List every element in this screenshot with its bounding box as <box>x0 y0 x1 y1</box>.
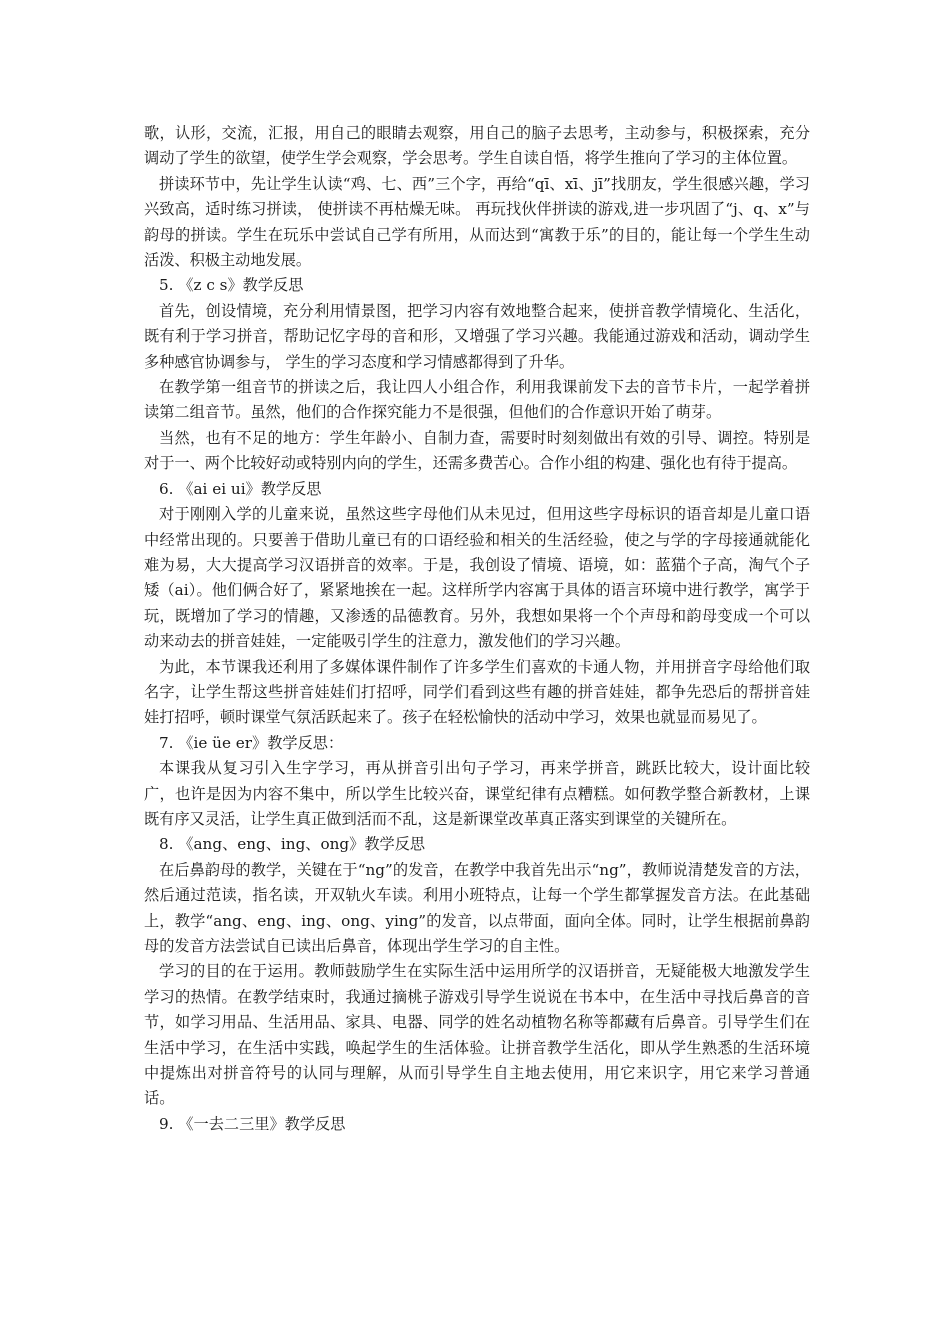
section-heading: 5. 《z c s》教学反思 <box>159 276 304 295</box>
paragraph: 本课我从复习引入生字学习，再从拼音引出句子学习，再来学拼音，跳跃比较大，设计面比较广，也许是因为内容不集中，所以学生比较兴奋，课堂纪律有点糟糕。如何教学整合新教材，上课既有序又灵活，让学生真正做到活而不乱，这是新课堂改革真正落实到课堂的关键所在。 <box>144 759 810 828</box>
paragraph: 学习的目的在于运用。教师鼓励学生在实际生活中运用所学的汉语拼音，无疑能极大地激发学生学习的热情。在教学结束时，我通过摘桃子游戏引导学生说说在书本中，在生活中寻找后鼻音的音节，如学习用品、生活用品、家具、电器、同学的姓名动植物名称等都藏有后鼻音。引导学生们在生活中学习，在生活中实践，唤起学生的生活体验。让拼音教学生活化，即从学生熟悉的生活环境中提炼出对拼音符号的认同与理解，从而引导学生自主地去使用，用它来识字，用它来学习普通话。 <box>144 962 810 1108</box>
document-body <box>144 121 810 1137</box>
paragraph: 在教学第一组音节的拼读之后，我让四人小组合作，利用我课前发下去的音节卡片，一起学着拼读第二组音节。虽然，他们的合作探究能力不是很强，但他们的合作意识开始了萌芽。 <box>144 378 810 422</box>
paragraph: 在后鼻韵母的教学，关键在于“ng”的发音，在教学中我首先出示“ng”，教师说清楚发音的方法，然后通过范读，指名读，开双轨火车读。利用小班特点，让每一个学生都掌握发音方法。在此基础上，教学“ang、eng、ing、ong、ying”的发音，以点带面，面向全体。同时，让学生根据前鼻韵母的发音方法尝试自已读出后鼻音，体现出学生学习的自主性。 <box>144 860 810 955</box>
paragraph: 歌，认形，交流，汇报，用自己的眼睛去观察，用自己的脑子去思考，主动参与，积极探索，充分调动了学生的欲望，使学生学会观察，学会思考。学生自读自悟，将学生推向了学习的主体位置。 <box>144 124 810 168</box>
section-heading: 9. 《一去二三里》教学反思 <box>159 1114 346 1133</box>
paragraph: 拼读环节中，先让学生认读“鸡、七、西”三个字，再给“qī、xī、jī”找朋友，学生很感兴趣，学习兴致高，适时练习拼读， 使拼读不再枯燥无味。 再玩找伙伴拼读的游戏,进一步巩固了“j、q、x”与韵母的拼读。学生在玩乐中尝试自己学有所用，从而达到“寓教于乐”的目的，能让每一个学生生动活泼、积极主动地发展。 <box>144 174 810 270</box>
paragraph: 为此，本节课我还利用了多媒体课件制作了许多学生们喜欢的卡通人物，并用拼音字母给他们取名字，让学生帮这些拼音娃娃们打招呼，同学们看到这些有趣的拼音娃娃，都争先恐后的帮拼音娃娃打招呼，顿时课堂气氛活跃起来了。孩子在轻松愉快的活动中学习，效果也就显而易见了。 <box>144 657 810 727</box>
section-heading: 8. 《ang、eng、ing、ong》教学反思 <box>159 835 426 854</box>
section-heading: 7. 《ie üe er》教学反思： <box>159 733 344 752</box>
paragraph: 首先，创设情境，充分利用情景图，把学习内容有效地整合起来，使拼音教学情境化、生活化，既有利于学习拼音，帮助记忆字母的音和形，又增强了学习兴趣。我能通过游戏和活动，调动学生多种感官协调参与， 学生的学习态度和学习情感都得到了升华。 <box>144 301 810 371</box>
paragraph: 对于刚刚入学的儿童来说，虽然这些字母他们从未见过，但用这些字母标识的语音却是儿童口语中经常出现的。只要善于借助儿童已有的口语经验和相关的生活经验，使之与学的字母接通就能化难为易，大大提高学习汉语拼音的效率。于是，我创设了情境、语境，如：蓝猫个子高，淘气个子矮（ai）。他们俩合好了，紧紧地挨在一起。这样所学内容寓于具体的语言环境中进行教学，寓学于玩，既增加了学习的情趣，又渗透的品德教育。另外，我想如果将一个个声母和韵母变成一个可以动来动去的拼音娃娃，一定能吸引学生的注意力，激发他们的学习兴趣。 <box>144 505 810 651</box>
section-heading: 6. 《ai ei ui》教学反思 <box>159 479 322 498</box>
paragraph: 当然，也有不足的地方：学生年龄小、自制力查，需要时时刻刻做出有效的引导、调控。特别是对于一、两个比较好动或特别内向的学生，还需多费苦心。合作小组的构建、强化也有待于提高。 <box>144 428 810 473</box>
